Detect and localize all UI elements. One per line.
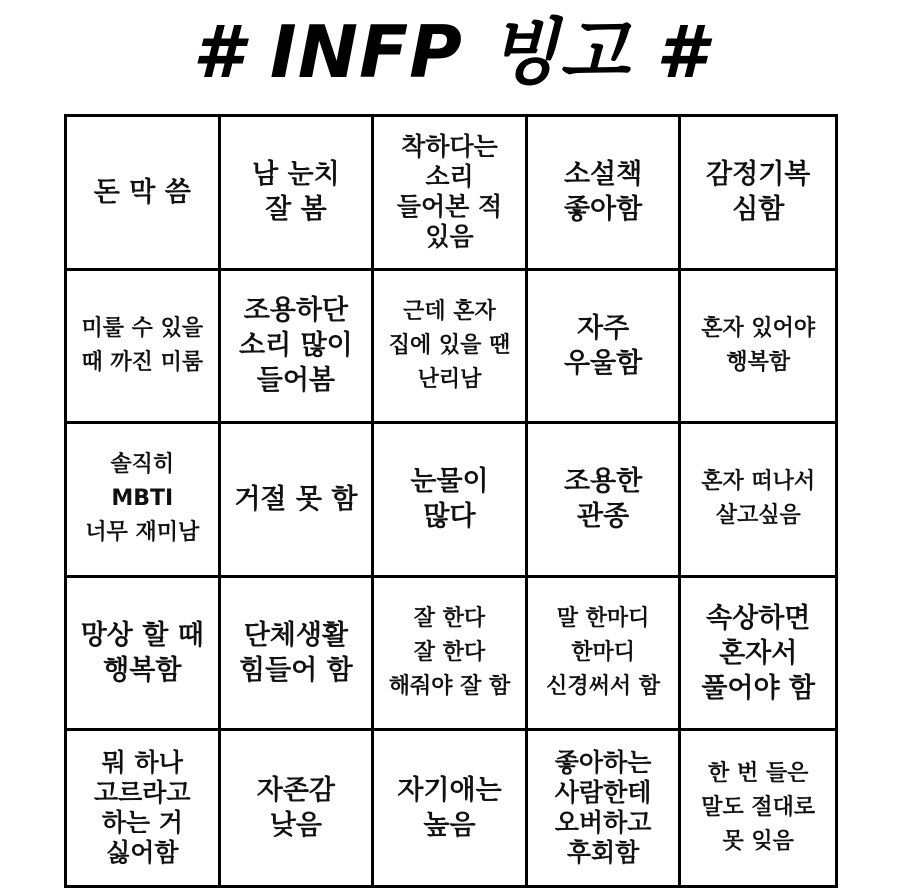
bingo-cell-line: 난리남	[417, 366, 482, 392]
bingo-cell-line: 고르라고	[93, 778, 191, 808]
bingo-board	[64, 114, 838, 888]
bingo-cell-text	[564, 311, 642, 381]
bingo-cell-line: 힘들어 함	[239, 655, 353, 687]
bingo-cell-text	[410, 464, 488, 534]
bingo-cell-line: 말도 절대로	[701, 795, 816, 821]
bingo-cell-line: 말 한마디	[556, 606, 650, 632]
bingo-cell-line: 자주	[577, 312, 630, 344]
bingo-cell-text	[389, 295, 511, 397]
bingo-cell-line: 못 잊음	[722, 829, 794, 855]
bingo-cell-line: 속상하면	[706, 602, 811, 634]
bingo-cell-text	[564, 464, 642, 534]
bingo-cell-text	[82, 312, 204, 380]
bingo-cell-line: 잘 한다	[413, 640, 486, 666]
bingo-cell-line: 자존감	[256, 775, 336, 807]
bingo-cell-text	[701, 312, 815, 380]
bingo-cell-line: 싫어함	[106, 838, 179, 868]
bingo-cell-line: 살고싶음	[715, 503, 801, 529]
bingo-cell-text	[564, 157, 642, 227]
bingo-cell-line: 관종	[577, 501, 630, 533]
bingo-cell-line: 조용한	[563, 466, 643, 498]
bingo-cell	[374, 424, 528, 578]
bingo-cell-text	[85, 448, 199, 550]
bingo-cell-text	[257, 773, 335, 843]
bingo-cell-line: 눈물이	[410, 466, 489, 498]
bingo-cell-text	[239, 618, 353, 688]
bingo-cell-line: 한 번 들은	[708, 761, 809, 787]
bingo-cell-line: 높음	[423, 810, 476, 842]
bingo-cell-line: 소설책	[563, 159, 643, 191]
bingo-cell-line: 돈 막 씀	[93, 176, 191, 208]
bingo-cell	[528, 117, 682, 271]
bingo-cell-text	[555, 748, 652, 868]
bingo-cell-line: 솔직히	[110, 452, 175, 478]
bingo-cell-line: 망상 할 때	[80, 620, 204, 652]
bingo-cell	[528, 271, 682, 425]
bingo-cell-line: 감정기복	[706, 159, 811, 191]
bingo-cell-line: 있음	[425, 222, 474, 252]
bingo-cell-line: 자기애는	[397, 775, 502, 807]
bingo-cell	[221, 117, 375, 271]
bingo-cell	[221, 271, 375, 425]
bingo-cell	[67, 424, 221, 578]
bingo-cell-line: 거절 못 함	[234, 483, 358, 515]
bingo-cell-line: 심함	[732, 194, 785, 226]
bingo-cell-line: 혼자 떠나서	[701, 469, 816, 495]
bingo-cell	[374, 731, 528, 885]
bingo-cell	[681, 578, 835, 732]
bingo-cell	[374, 117, 528, 271]
bingo-cell-line: 소리 많이	[239, 330, 353, 362]
page-title: # INFP 빙고 #	[192, 10, 708, 94]
bingo-cell-line: 근데 혼자	[403, 298, 496, 324]
bingo-cell	[681, 117, 835, 271]
bingo-cell-line: 너무 재미남	[85, 520, 200, 546]
bingo-cell	[681, 424, 835, 578]
bingo-cell-line: 들어본 적	[396, 192, 503, 222]
bingo-cell-line: 해줘야 잘 함	[388, 674, 511, 700]
bingo-cell	[67, 731, 221, 885]
bingo-cell-line: 잘 봄	[265, 194, 327, 226]
bingo-cell-line: 집에 있을 땐	[388, 332, 511, 358]
bingo-cell-line: 소리	[425, 162, 474, 192]
bingo-cell-line: 후회함	[566, 838, 640, 868]
bingo-cell-line: 조용하단	[243, 295, 349, 327]
bingo-cell-line: 잘 한다	[413, 606, 486, 632]
bingo-cell-text	[239, 293, 353, 398]
bingo-cell-line: 남 눈치	[252, 159, 340, 191]
bingo-cell-text	[81, 618, 204, 688]
bingo-cell-line: 한마디	[571, 640, 635, 666]
bingo-cell	[528, 731, 682, 885]
bingo-cell-line: 착하다는	[401, 132, 498, 162]
bingo-cell	[374, 271, 528, 425]
bingo-cell-text	[234, 482, 357, 517]
bingo-cell-line: 단체생활	[243, 620, 349, 652]
bingo-cell-line: 신경써서 함	[546, 674, 661, 700]
bingo-cell	[67, 117, 221, 271]
bingo-cell	[221, 424, 375, 578]
bingo-cell-text	[252, 157, 340, 227]
bingo-cell-text	[701, 757, 815, 859]
bingo-cell	[221, 731, 375, 885]
bingo-cell-line: 행복함	[726, 349, 791, 375]
bingo-cell	[681, 731, 835, 885]
bingo-cell	[528, 424, 682, 578]
bingo-cell-text	[701, 601, 815, 706]
bingo-cell-text	[706, 157, 810, 227]
bingo-cell	[67, 578, 221, 732]
bingo-cell	[221, 578, 375, 732]
bingo-cell-line: 좋아함	[563, 194, 643, 226]
bingo-cell-line: 풀어야 함	[701, 672, 816, 704]
bingo-cell-line: 때 까진 미룸	[81, 349, 204, 375]
bingo-cell-text	[397, 773, 501, 843]
bingo-cell	[528, 578, 682, 732]
bingo-cell-text	[94, 748, 191, 868]
bingo-cell-line: 우울함	[563, 347, 643, 379]
bingo-cell-text	[94, 175, 191, 210]
bingo-cell-text	[397, 132, 502, 252]
bingo-cell	[67, 271, 221, 425]
bingo-cell-text	[389, 602, 511, 704]
bingo-cell-line: 오버하고	[554, 808, 652, 838]
bingo-cell-line: 행복함	[103, 655, 182, 687]
bingo-cell-line: 혼자서	[719, 637, 798, 669]
bingo-cell-line: 사람한테	[554, 778, 652, 808]
bingo-cell-line: 좋아하는	[554, 748, 652, 778]
bingo-cell-line: 들어봄	[256, 365, 335, 397]
bingo-cell	[681, 271, 835, 425]
bingo-cell-text	[701, 465, 815, 533]
bingo-cell	[374, 578, 528, 732]
bingo-cell-line: 혼자 있어야	[701, 315, 816, 341]
bingo-cell-text	[546, 602, 660, 704]
bingo-cell-line: 낮음	[269, 810, 322, 842]
bingo-cell-line: 하는 거	[101, 808, 183, 838]
bingo-cell-line: MBTI	[111, 486, 174, 512]
bingo-cell-line: 미룰 수 있을	[81, 315, 204, 341]
bingo-cell-line: 많다	[423, 501, 476, 533]
bingo-cell-line: 뭐 하나	[101, 748, 183, 778]
